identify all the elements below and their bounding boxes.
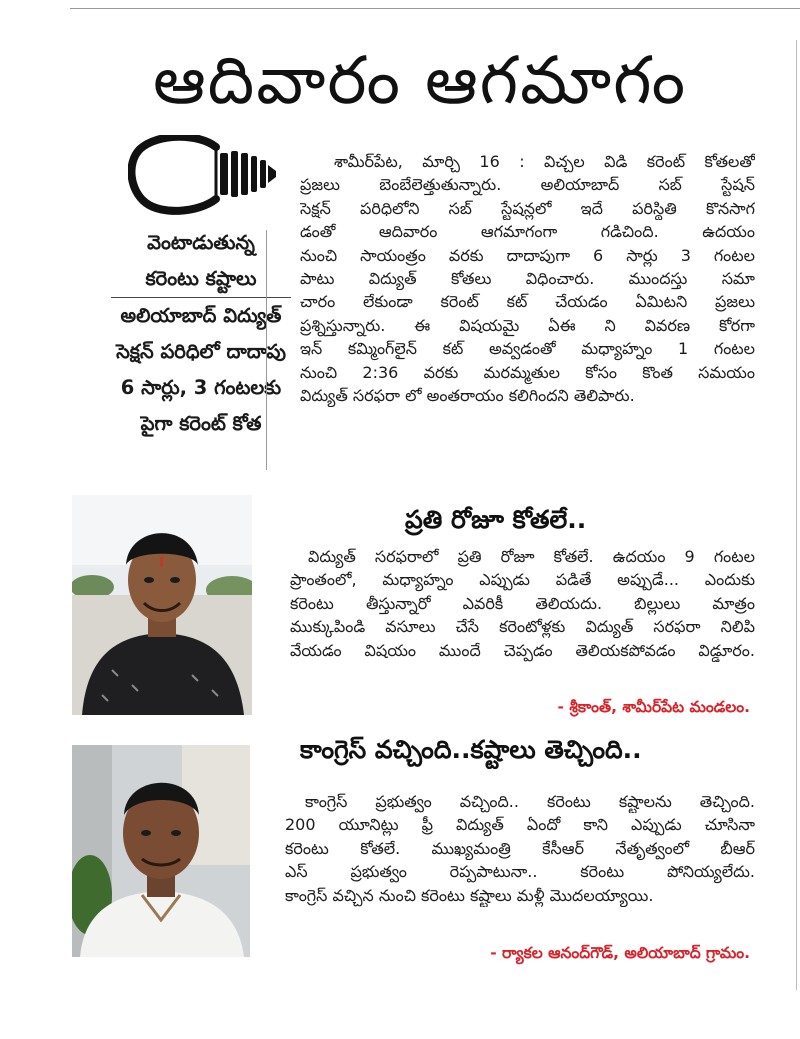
sidebar-line: పైగా కరెంట్ కోత bbox=[140, 412, 262, 435]
sidebar-line: సెక్షన్ పరిధిలో దాదాపు bbox=[116, 340, 286, 363]
article-line: పాటు విద్యుత్ కోతలు విధించారు. ముందస్తు సమా bbox=[300, 268, 755, 288]
article-line: ఇన్ కమ్మింగ్‌లైన్ కట్ అవ్వడంతో మధ్యాహ్నం 1 గంటల bbox=[300, 339, 755, 359]
sidebar-line: 6 సార్లు, 3 గంటలకు bbox=[120, 376, 282, 399]
quote1-line: ప్రాంతంలో, మధ్యాహ్నం ఎప్పుడు పడితే అప్పుడే... ఎందుకు bbox=[290, 570, 755, 590]
article-line: నుంచి సాయంత్రం వరకు దాదాపుగా 6 సార్లు 3 గంటల bbox=[300, 245, 755, 265]
person-photo-2 bbox=[72, 745, 250, 957]
column-rule bbox=[796, 40, 797, 990]
person-photo-1 bbox=[72, 495, 252, 715]
headline: ఆదివారం ఆగమాగం bbox=[152, 42, 688, 119]
sidebar-highlights bbox=[72, 225, 330, 442]
quote1-line: ముక్కుపిండి వసూలు చేసే కరెంటోళ్లకు విద్యుత్ సరఫరా నిలిపి bbox=[290, 617, 755, 637]
quote2-byline: - ర్యాకల ఆనంద్‌గౌడ్, అలియాబాద్ గ్రామం. bbox=[490, 944, 750, 962]
sidebar-line: కరెంటు కష్టాలు bbox=[145, 267, 257, 290]
article-line: సెక్షన్ పరిధిలోని సబ్ స్టేషన్లలో ఇదే పరిస్థితి కొనసాగ bbox=[300, 198, 755, 218]
quote2-body bbox=[285, 790, 755, 907]
article-line: నుంచి 2:36 వరకు మరమ్మతుల కోసం కొంత సమయం bbox=[300, 362, 755, 382]
quote1-body bbox=[290, 545, 755, 662]
article-line: ప్రజలు బెంబేలెత్తుతున్నారు. అలియాబాద్ సబ్ స్టేషన్ bbox=[300, 175, 755, 195]
quote1-line: వేయడం విషయం ముందే చెప్పడం తెలియకపోవడం విడ్డూరం. bbox=[290, 640, 755, 660]
article-line: డంతో ఆదివారం ఆగమాగంగా గడిచింది. ఉదయం bbox=[300, 222, 755, 242]
sidebar-line: అలియాబాద్ విద్యుత్ bbox=[120, 304, 282, 327]
sidebar-line: వెంటాడుతున్న bbox=[147, 231, 255, 254]
column-divider bbox=[266, 230, 267, 470]
article-line: శామీర్‌పేట, మార్చి 16 : విచ్చల విడి కరెంట్ కోతలతో bbox=[334, 152, 755, 171]
quote2-line: కాంగ్రెస్ ప్రభుత్వం వచ్చింది.. కరెంటు కష్టాలను తెచ్చింది. bbox=[305, 792, 755, 811]
quote2-heading: కాంగ్రెస్ వచ్చింది..కష్టాలు తెచ్చింది.. bbox=[300, 735, 642, 764]
light-bulb-icon bbox=[128, 135, 278, 220]
article-line: చారం లేకుండా కరెంట్ కట్ చేయడం ఏమిటని ప్రజలు bbox=[300, 292, 755, 312]
quote2-line: ఎస్ ప్రభుత్వం రెప్పపాటునా.. కరెంటు పోనియ్యలేదు. bbox=[285, 862, 755, 882]
quote2-line: కాంగ్రెస్ వచ్చిన నుంచి కరెంటు కష్టాలు మళ్లీ మొదలయ్యాయి. bbox=[285, 885, 654, 905]
top-rule bbox=[70, 8, 800, 9]
quote1-line: కరెంటు తీస్తున్నారో ఎవరికీ తెలియదు. బిల్లులు మాత్రం bbox=[290, 593, 755, 613]
quote1-heading: ప్రతి రోజూ కోతలే.. bbox=[405, 505, 587, 534]
article-line: ప్రశ్నిస్తున్నారు. ఈ విషయమై ఏఈ ని వివరణ కోరగా bbox=[300, 315, 755, 335]
article-body bbox=[300, 150, 755, 407]
quote2-line: 200 యూనిట్లు ఫ్రీ విద్యుత్ ఏందో కాని ఎప్పుడు చూసినా bbox=[285, 815, 755, 835]
article-line: విద్యుత్ సరఫరా లో అంతరాయం కలిగిందని తెలిపారు. bbox=[300, 385, 635, 405]
quote2-line: కరెంటు కోతలే. ముఖ్యమంత్రి కేసీఆర్ నేతృత్వంలో బీఆర్ bbox=[285, 838, 755, 858]
quote1-byline: - శ్రీకాంత్, శామీర్‌పేట మండలం. bbox=[557, 698, 750, 716]
quote1-line: విద్యుత్ సరఫరాలో ప్రతి రోజూ కోతలే. ఉదయం 9 గంటల bbox=[308, 547, 755, 566]
